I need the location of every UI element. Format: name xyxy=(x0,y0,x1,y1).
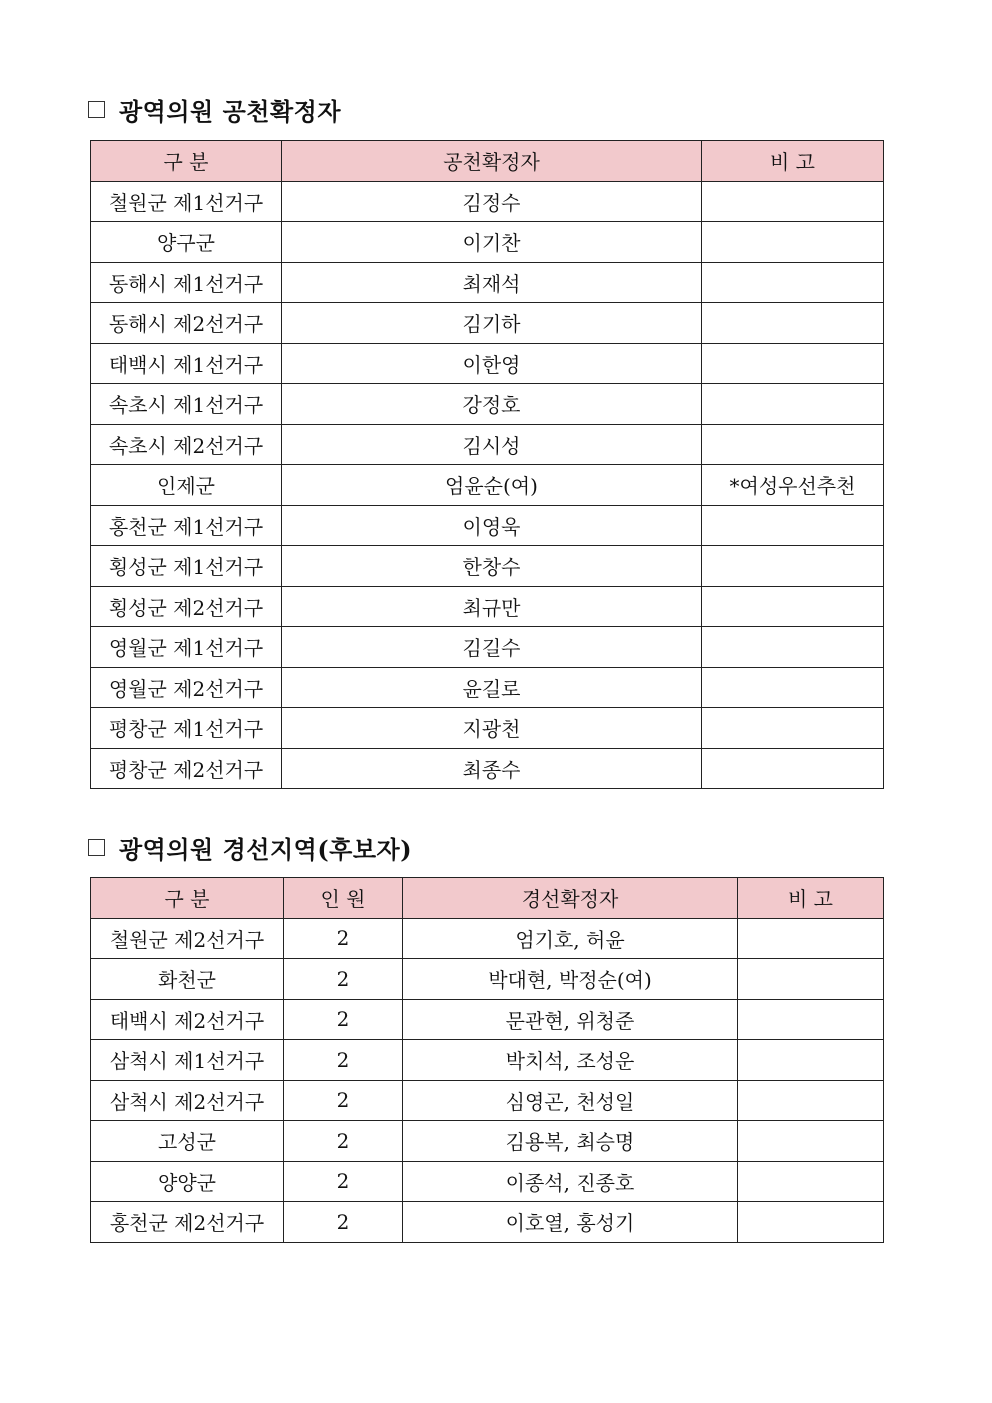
cell-candidates: 엄기호, 허윤 xyxy=(403,918,738,959)
cell-note xyxy=(738,918,884,959)
cell-nominee: 김정수 xyxy=(282,181,702,222)
cell-district: 속초시 제1선거구 xyxy=(91,384,282,425)
table-row xyxy=(91,1121,884,1162)
cell-nominee: 윤길로 xyxy=(282,667,702,708)
section1-title: 광역의원 공천확정자 xyxy=(119,97,342,126)
table-row xyxy=(91,1202,884,1243)
cell-district: 화천군 xyxy=(91,959,284,1000)
cell-nominee: 최규만 xyxy=(282,586,702,627)
cell-candidates: 이종석, 진종호 xyxy=(403,1161,738,1202)
cell-note xyxy=(738,1161,884,1202)
cell-district: 횡성군 제2선거구 xyxy=(91,586,282,627)
table-row xyxy=(91,262,884,303)
cell-note xyxy=(738,999,884,1040)
table-row xyxy=(91,505,884,546)
header-candidates: 경선확정자 xyxy=(403,878,738,919)
header-count: 인 원 xyxy=(284,878,403,919)
table-header-row xyxy=(91,141,884,182)
cell-district: 속초시 제2선거구 xyxy=(91,424,282,465)
table-row xyxy=(91,1161,884,1202)
table-row xyxy=(91,384,884,425)
cell-count: 2 xyxy=(284,1121,403,1162)
table-row xyxy=(91,465,884,506)
cell-district: 삼척시 제1선거구 xyxy=(91,1040,284,1081)
cell-note xyxy=(702,384,884,425)
cell-nominee: 한창수 xyxy=(282,546,702,587)
cell-note xyxy=(702,181,884,222)
section2-title-wrap xyxy=(88,830,412,865)
cell-candidates: 박대현, 박정순(여) xyxy=(403,959,738,1000)
cell-nominee: 최재석 xyxy=(282,262,702,303)
header-nominee: 공천확정자 xyxy=(282,141,702,182)
cell-district: 평창군 제2선거구 xyxy=(91,748,282,789)
cell-note xyxy=(702,262,884,303)
table-row xyxy=(91,586,884,627)
cell-candidates: 이호열, 홍성기 xyxy=(403,1202,738,1243)
cell-count: 2 xyxy=(284,999,403,1040)
cell-note xyxy=(738,1202,884,1243)
table-row xyxy=(91,999,884,1040)
cell-count: 2 xyxy=(284,1161,403,1202)
cell-count: 2 xyxy=(284,1040,403,1081)
table-row xyxy=(91,918,884,959)
table-row xyxy=(91,708,884,749)
cell-note xyxy=(702,708,884,749)
cell-district: 영월군 제1선거구 xyxy=(91,627,282,668)
cell-candidates: 심영곤, 천성일 xyxy=(403,1080,738,1121)
table-row xyxy=(91,424,884,465)
primary-table-body xyxy=(91,918,884,1242)
table-row xyxy=(91,1080,884,1121)
cell-note xyxy=(702,748,884,789)
cell-note xyxy=(702,586,884,627)
cell-nominee: 김기하 xyxy=(282,303,702,344)
table-header-row xyxy=(91,878,884,919)
cell-candidates: 문관현, 위청준 xyxy=(403,999,738,1040)
nominee-table xyxy=(90,140,884,789)
cell-note xyxy=(702,424,884,465)
cell-count: 2 xyxy=(284,1202,403,1243)
header-district: 구 분 xyxy=(91,141,282,182)
table-row xyxy=(91,667,884,708)
cell-district: 인제군 xyxy=(91,465,282,506)
cell-note xyxy=(702,222,884,263)
cell-nominee: 최종수 xyxy=(282,748,702,789)
cell-note xyxy=(702,667,884,708)
table-row xyxy=(91,343,884,384)
cell-note xyxy=(702,303,884,344)
cell-nominee: 이기찬 xyxy=(282,222,702,263)
table-row xyxy=(91,546,884,587)
cell-district: 동해시 제2선거구 xyxy=(91,303,282,344)
cell-note xyxy=(702,343,884,384)
cell-note xyxy=(738,1040,884,1081)
header-note: 비 고 xyxy=(702,141,884,182)
cell-count: 2 xyxy=(284,918,403,959)
cell-note xyxy=(702,627,884,668)
table-row xyxy=(91,303,884,344)
table-row xyxy=(91,959,884,1000)
header-note: 비 고 xyxy=(738,878,884,919)
cell-note xyxy=(702,546,884,587)
section2-title: 광역의원 경선지역(후보자) xyxy=(119,835,413,864)
cell-nominee: 이영욱 xyxy=(282,505,702,546)
cell-district: 철원군 제2선거구 xyxy=(91,918,284,959)
cell-nominee: 엄윤순(여) xyxy=(282,465,702,506)
table-row xyxy=(91,1040,884,1081)
header-district: 구 분 xyxy=(91,878,284,919)
table-row xyxy=(91,627,884,668)
checkbox-icon xyxy=(88,101,105,118)
table-row xyxy=(91,222,884,263)
cell-district: 횡성군 제1선거구 xyxy=(91,546,282,587)
cell-note xyxy=(738,1080,884,1121)
cell-district: 양구군 xyxy=(91,222,282,263)
cell-count: 2 xyxy=(284,959,403,1000)
cell-district: 고성군 xyxy=(91,1121,284,1162)
cell-district: 홍천군 제1선거구 xyxy=(91,505,282,546)
cell-nominee: 강정호 xyxy=(282,384,702,425)
table-row xyxy=(91,748,884,789)
section1-title-wrap xyxy=(88,92,341,127)
primary-table xyxy=(90,877,884,1243)
cell-district: 영월군 제2선거구 xyxy=(91,667,282,708)
cell-district: 평창군 제1선거구 xyxy=(91,708,282,749)
cell-nominee: 이한영 xyxy=(282,343,702,384)
nominee-table-body xyxy=(91,181,884,789)
cell-district: 양양군 xyxy=(91,1161,284,1202)
cell-note: *여성우선추천 xyxy=(702,465,884,506)
cell-nominee: 김시성 xyxy=(282,424,702,465)
cell-district: 동해시 제1선거구 xyxy=(91,262,282,303)
cell-candidates: 김용복, 최승명 xyxy=(403,1121,738,1162)
checkbox-icon xyxy=(88,839,105,856)
cell-note xyxy=(702,505,884,546)
cell-note xyxy=(738,959,884,1000)
cell-nominee: 지광천 xyxy=(282,708,702,749)
cell-district: 삼척시 제2선거구 xyxy=(91,1080,284,1121)
table-row xyxy=(91,181,884,222)
cell-candidates: 박치석, 조성운 xyxy=(403,1040,738,1081)
cell-count: 2 xyxy=(284,1080,403,1121)
cell-nominee: 김길수 xyxy=(282,627,702,668)
cell-district: 홍천군 제2선거구 xyxy=(91,1202,284,1243)
cell-district: 태백시 제2선거구 xyxy=(91,999,284,1040)
cell-district: 태백시 제1선거구 xyxy=(91,343,282,384)
cell-note xyxy=(738,1121,884,1162)
cell-district: 철원군 제1선거구 xyxy=(91,181,282,222)
